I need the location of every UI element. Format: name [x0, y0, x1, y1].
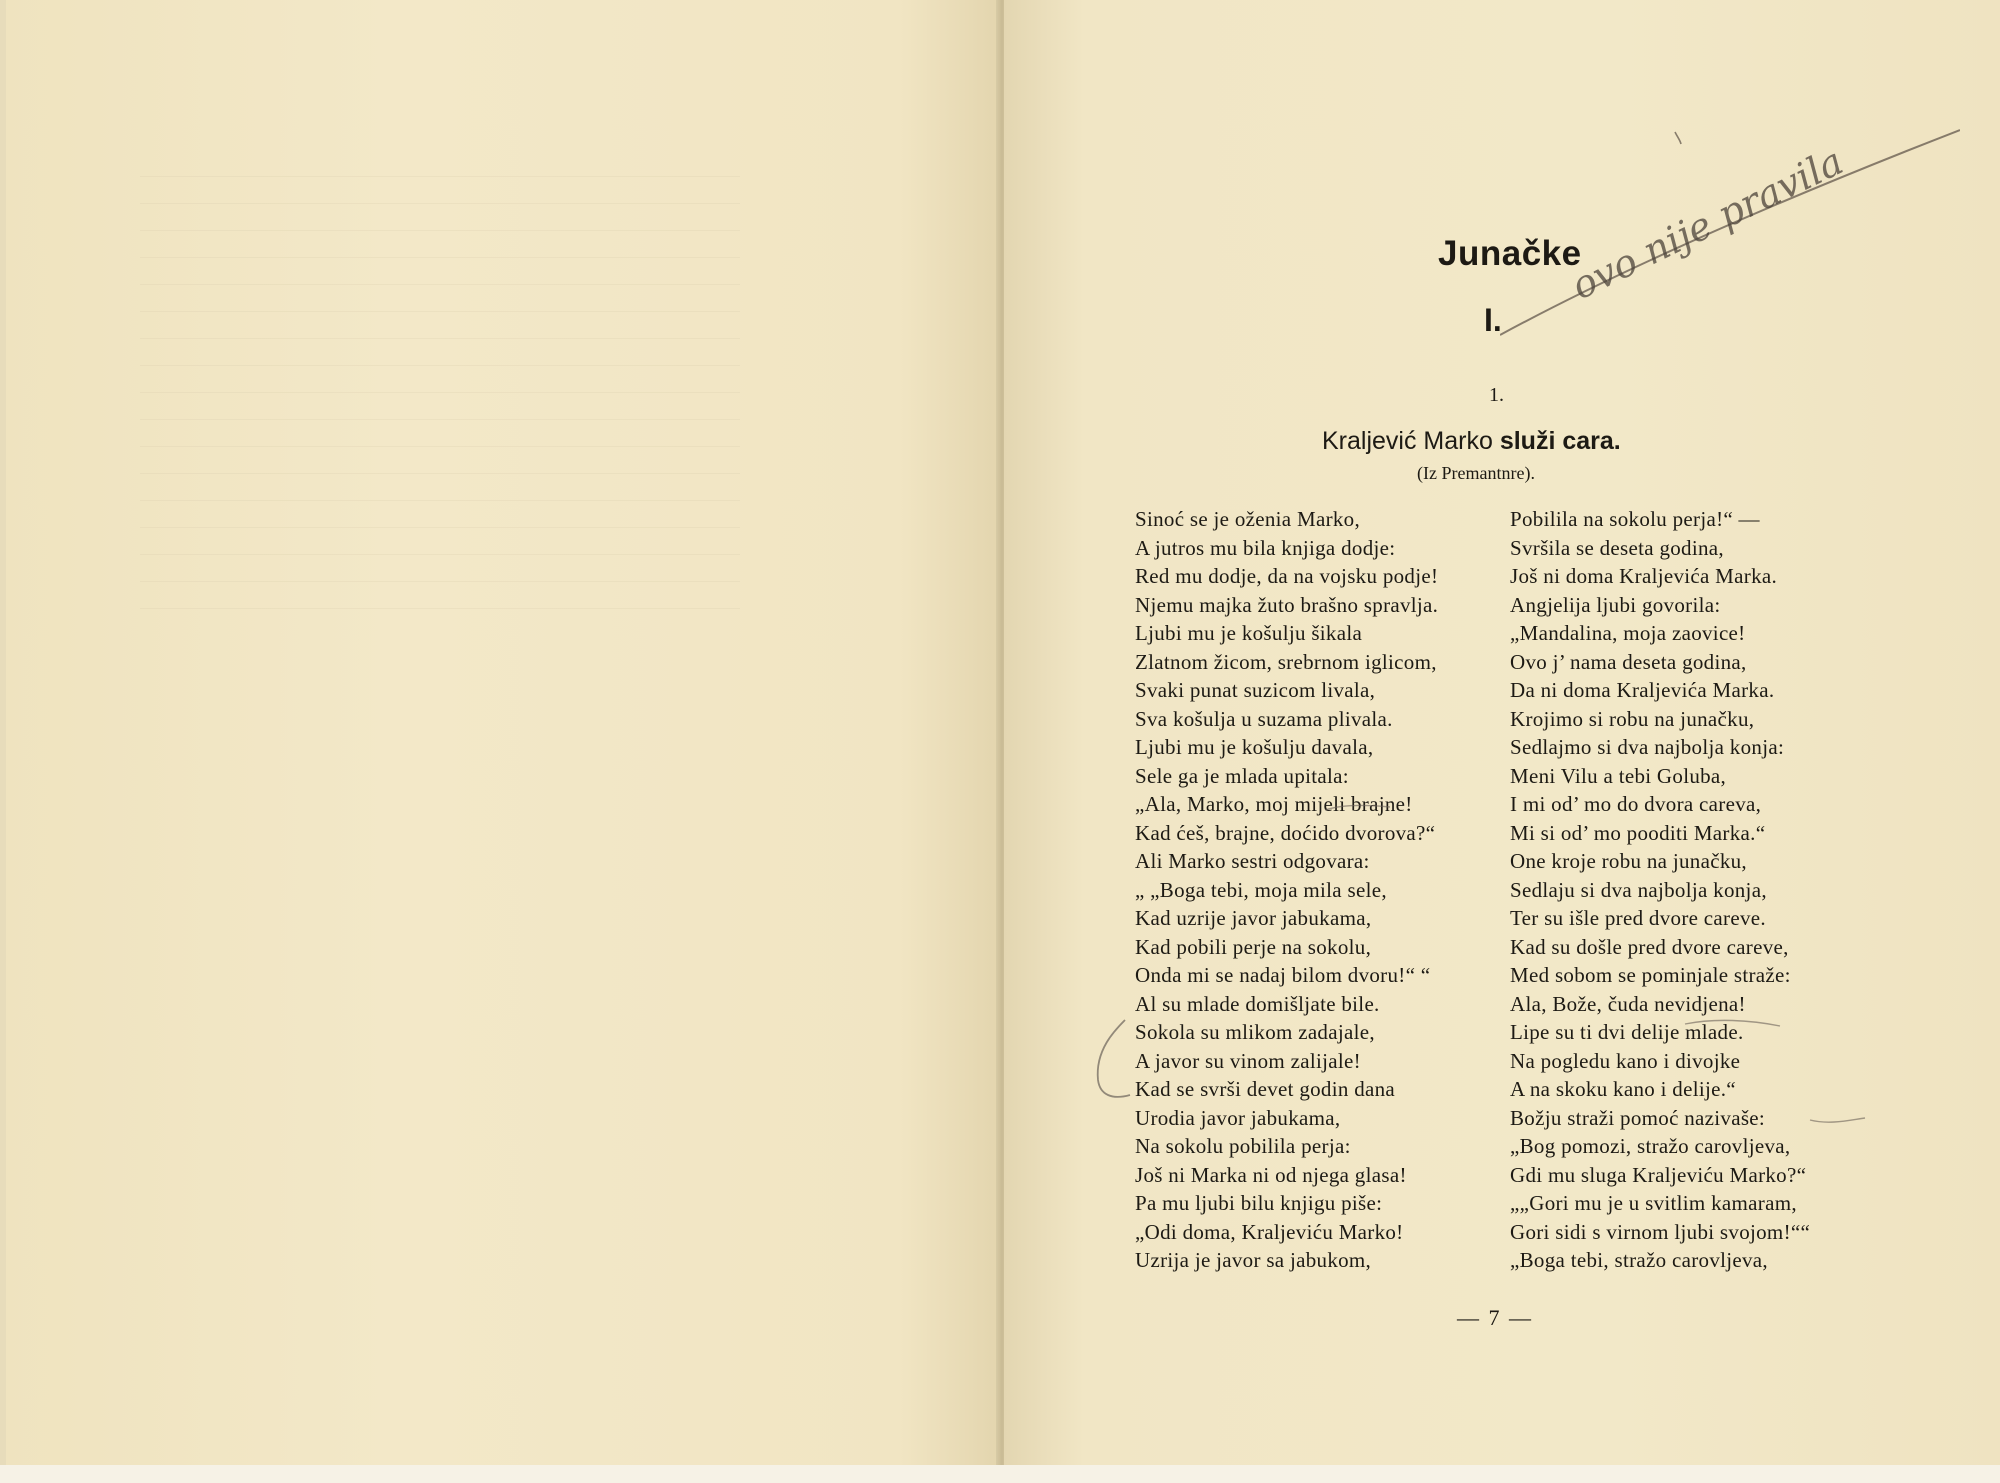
verse-line: Kad ćeš, brajne, doćido dvorova?“	[1135, 820, 1436, 845]
verse-line: Sedlaju si dva najbolja konja,	[1510, 877, 1767, 902]
verse-line: „Ala, Marko, moj mijeli brajne!	[1135, 792, 1413, 816]
verse-line: Onda mi se nadaj bilom dvoru!“ “	[1135, 963, 1431, 987]
verse-line: „Mandalina, moja zaovice!	[1510, 621, 1746, 645]
poem-title-regular: Kraljević Marko	[1322, 427, 1500, 455]
verse-line: Gori sidi s virnom ljubi svojom!““	[1510, 1219, 1811, 1244]
verse-line: Gdi mu sluga Kraljeviću Marko?“	[1510, 1162, 1807, 1187]
verse-line: Božju straži pomoć nazivaše:	[1510, 1105, 1766, 1130]
verse-line: Zlatnom žicom, srebrnom iglicom,	[1135, 649, 1437, 674]
verse-line: „ „Boga tebi, moja mila sele,	[1135, 877, 1387, 902]
verse-line: Ala, Bože, čuda nevidjena!	[1510, 991, 1746, 1016]
poem-source: (Iz Premantnre).	[1417, 463, 1535, 483]
poem-number: 1.	[1489, 384, 1504, 406]
verse-line: Kad pobili perje na sokolu,	[1135, 934, 1372, 959]
show-through-text	[140, 150, 740, 609]
verse-line: „Bog pomozi, stražo carovljeva,	[1510, 1134, 1791, 1158]
verse-line: Med sobom se pominjale straže:	[1510, 963, 1791, 987]
annotation-text: ovo nije pravila	[1564, 138, 1850, 309]
verse-line: Pobilila na sokolu perja!“ —	[1510, 507, 1760, 531]
pencil-marks	[1090, 780, 1870, 1300]
verse-line: „Boga tebi, stražo carovljeva,	[1510, 1248, 1768, 1272]
verse-line: Angjelija ljubi govorila:	[1510, 592, 1721, 617]
page-number: — 7 —	[1457, 1305, 1533, 1330]
verse-line: „„Gori mu je u svitlim kamaram,	[1510, 1191, 1797, 1215]
verse-line: Uzrija je javor sa jabukom,	[1135, 1248, 1372, 1272]
verse-line: Mi si od’ mo pooditi Marka.“	[1510, 820, 1766, 845]
verse-line: Sokola su mlikom zadajale,	[1135, 1020, 1375, 1044]
verse-line: Pa mu ljubi bilu knjigu piše:	[1135, 1191, 1383, 1215]
verse-line: Sele ga je mlada upitala:	[1135, 763, 1349, 788]
verse-line: Ali Marko sestri odgovara:	[1135, 849, 1370, 873]
verse-line: Kad uzrije javor jabukama,	[1135, 906, 1372, 930]
verse-line: Sinoć se je oženia Marko,	[1135, 507, 1361, 531]
verse-line: Svršila se deseta godina,	[1510, 535, 1724, 560]
verse-line: Još ni Marka ni od njega glasa!	[1135, 1162, 1407, 1187]
verse-line: I mi od’ mo do dvora careva,	[1510, 792, 1762, 816]
verse-line: Ter su išle pred dvore careve.	[1510, 906, 1766, 930]
verse-line: Sva košulja u suzama plivala.	[1135, 706, 1393, 731]
verse-line: „Odi doma, Kraljeviću Marko!	[1135, 1219, 1404, 1244]
verse-line: Njemu majka žuto brašno spravlja.	[1135, 592, 1439, 617]
verse-line: Kad su došle pred dvore careve,	[1510, 934, 1789, 959]
handwritten-annotation	[1500, 110, 1960, 350]
verse-line: A jutros mu bila knjiga dodje:	[1135, 535, 1396, 560]
verse-line: A na skoku kano i delije.“	[1510, 1077, 1736, 1101]
verse-line: Da ni doma Kraljevića Marka.	[1510, 678, 1775, 702]
verse-line: Meni Vilu a tebi Goluba,	[1510, 763, 1727, 788]
verse-line: Na sokolu pobilila perja:	[1135, 1134, 1351, 1158]
poem-title	[1322, 427, 1621, 456]
verse-line: Urodia javor jabukama,	[1135, 1105, 1341, 1130]
scan-bottom-margin	[0, 1465, 2000, 1483]
verse-line: Sedlajmo si dva najbolja konja:	[1510, 735, 1785, 759]
verse-line: Svaki punat suzicom livala,	[1135, 678, 1376, 702]
verse-line: Red mu dodje, da na vojsku podje!	[1135, 564, 1439, 588]
verse-line: Ljubi mu je košulju šikala	[1135, 621, 1363, 645]
verse-line: Ljubi mu je košulju davala,	[1135, 735, 1374, 759]
verse-line: Još ni doma Kraljevića Marka.	[1510, 564, 1778, 588]
verse-line: Ovo j’ nama deseta godina,	[1510, 649, 1747, 674]
verse-line: One kroje robu na junačku,	[1510, 849, 1747, 873]
left-page-edge	[0, 0, 6, 1483]
verse-line: Lipe su ti dvi delije mlade.	[1510, 1020, 1744, 1044]
verse-line: Na pogledu kano i divojke	[1510, 1048, 1741, 1073]
section-numeral: I.	[1484, 302, 1502, 338]
verse-line: Kad se svrši devet godin dana	[1135, 1077, 1396, 1101]
verse-line: Al su mlade domišljate bile.	[1135, 991, 1380, 1016]
poem-title-bold: služi cara.	[1499, 427, 1621, 455]
verse-line: A javor su vinom zalijale!	[1135, 1048, 1361, 1073]
section-title: Junačke	[1438, 234, 1582, 273]
verse-line: Krojimo si robu na junačku,	[1510, 706, 1755, 731]
